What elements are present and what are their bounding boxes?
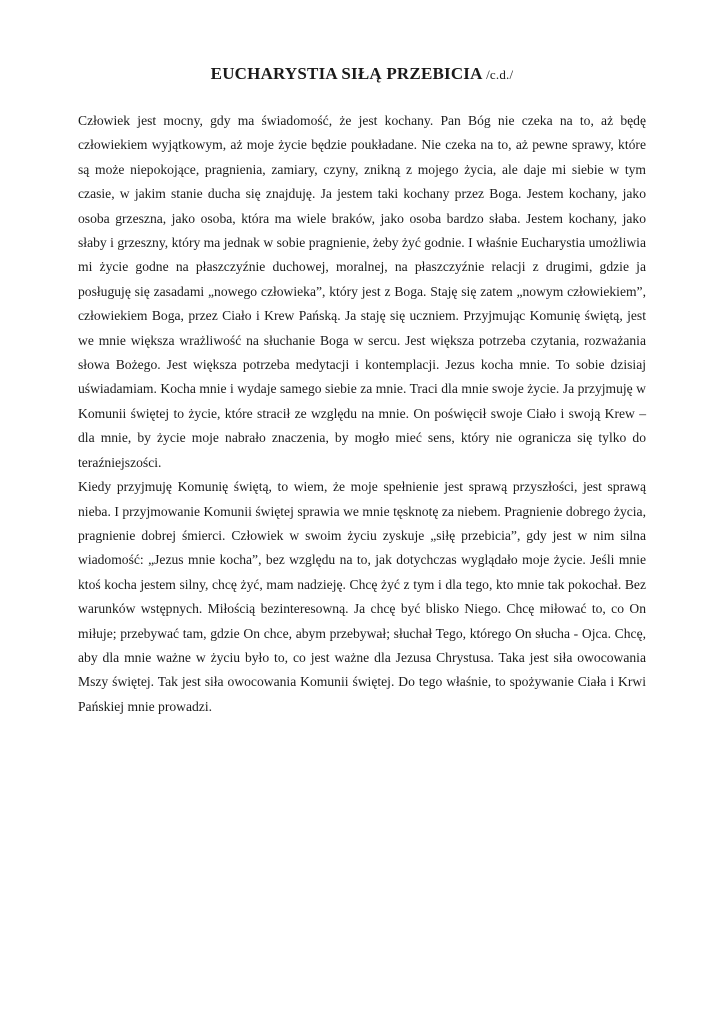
paragraph-1: Człowiek jest mocny, gdy ma świadomość, że jest kochany. Pan Bóg nie czeka na to, aż będę człowiekiem wyjątkowym, aż moje życie będzie poukładane. Nie czeka na to, aż pewne sprawy, które są może niepokojące, pragnienia, zamiary, czyny, znikną z mojego życia, ale daje mi siebie w tym czasie, w jakim stanie ducha się znajduję. Ja jestem taki kochany przez Boga. Jestem kochany, jako osoba grzeszna, jako osoba, która ma wiele braków, jako osoba bardzo słaba. Jestem kochany, jako słaby i grzeszny, który ma jednak w sobie pragnienie, żeby żyć godnie. I właśnie Eucharystia umożliwia mi życie godne na płaszczyźnie duchowej, moralnej, na płaszczyźnie relacji z drugimi, gdzie ja posługuję się zasadami „nowego człowieka”, który jest z Boga. Staję się zatem „nowym człowiekiem”, człowiekiem Boga, przez Ciało i Krew Pańską. Ja staję się uczniem. Przyjmując Komunię świętą, jest we mnie większa wrażliwość na słuchanie Boga w sercu. Jest większa potrzeba czytania, rozważania słowa Bożego. Jest większa potrzeba medytacji i kontemplacji. Jezus kocha mnie. To sobie dzisiaj uświadamiam. Kocha mnie i wydaje samego siebie za mnie. Traci dla mnie swoje życie. Ja przyjmuję w Komunii świętej to życie, które stracił ze względu na mnie. On poświęcił swoje Ciało i swoją Krew – dla mnie, by życie moje nabrało znaczenia, by mogło mieć sens, który nie ogranicza się tylko do teraźniejszości. (78, 113, 646, 470)
document-page (78, 62, 646, 719)
document-title (78, 62, 646, 87)
paragraph-2: Kiedy przyjmuję Komunię świętą, to wiem, że moje spełnienie jest sprawą przyszłości, jest sprawą nieba. I przyjmowanie Komunii świętej sprawia we mnie tęsknotę za niebem. Pragnienie dobrego życia, pragnienie dobrej śmierci. Człowiek w swoim życiu zyskuje „siłę przebicia”, gdy jest w nim silna wiadomość: „Jezus mnie kocha”, bez względu na to, jak dotychczas wyglądało moje życie. Jeśli mnie ktoś kocha jestem silny, chcę żyć, mam nadzieję. Chcę żyć z tym i dla tego, kto mnie tak pokochał. Bez warunków wstępnych. Miłością bezinteresowną. Ja chcę być blisko Niego. Chcę miłować to, co On miłuje; przebywać tam, gdzie On chce, abym przebywał; słuchał Tego, którego On słucha - Ojca. Chcę, aby dla mnie ważne w życiu było to, co jest ważne dla Jezusa Chrystusa. Taka jest siła owocowania Mszy świętej. Tak jest siła owocowania Komunii świętej. Do tego właśnie, to spożywanie Ciała i Krwi Pańskiej mnie prowadzi. (78, 479, 646, 714)
title-suffix: /c.d./ (486, 67, 514, 82)
title-main: EUCHARYSTIA SIŁĄ PRZEBICIA (210, 64, 482, 83)
